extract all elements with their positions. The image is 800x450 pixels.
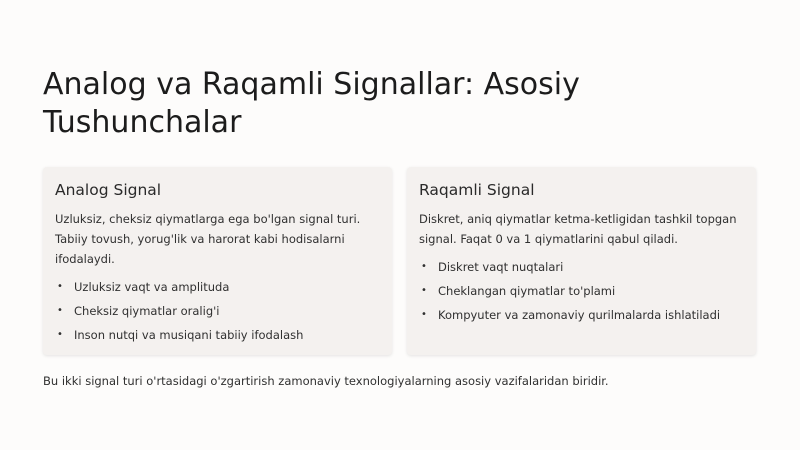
slide-title: Analog va Raqamli Signallar: Asosiy Tushunchalar	[43, 67, 580, 140]
bullet-list	[419, 255, 744, 327]
bullet-icon: •	[421, 285, 427, 296]
list-item	[55, 275, 380, 299]
bullet-icon: •	[57, 329, 63, 340]
card-heading: Raqamli Signal	[419, 181, 535, 199]
cards-container	[43, 167, 756, 355]
list-item-text: Inson nutqi va musiqani tabiiy ifodalash	[74, 328, 304, 342]
list-item	[419, 303, 744, 327]
list-item	[55, 323, 380, 347]
bullet-icon: •	[421, 309, 427, 320]
list-item	[55, 299, 380, 323]
analog-signal-card	[43, 167, 392, 355]
card-heading: Analog Signal	[55, 181, 162, 199]
list-item-text: Cheksiz qiymatlar oralig'i	[74, 304, 220, 318]
list-item-text: Cheklangan qiymatlar to'plami	[438, 284, 616, 298]
bullet-icon: •	[57, 281, 63, 292]
bullet-icon: •	[57, 305, 63, 316]
bullet-icon: •	[421, 261, 427, 272]
list-item	[419, 279, 744, 303]
card-description: Uzluksiz, cheksiz qiymatlarga ega bo'lgan signal turi. Tabiiy tovush, yorug'lik va harorat kabi hodisalarni ifodalaydi.	[55, 212, 361, 266]
bullet-list	[55, 275, 380, 347]
list-item-text: Kompyuter va zamonaviy qurilmalarda ishlatiladi	[438, 308, 721, 322]
list-item	[419, 255, 744, 279]
card-description: Diskret, aniq qiymatlar ketma-ketligidan tashkil topgan signal. Faqat 0 va 1 qiymatlarini qabul qiladi.	[419, 212, 737, 246]
list-item-text: Uzluksiz vaqt va amplituda	[74, 280, 230, 294]
digital-signal-card	[407, 167, 756, 355]
footer-text: Bu ikki signal turi o'rtasidagi o'zgartirish zamonaviy texnologiyalarning asosiy vazifalaridan biridir.	[43, 374, 609, 388]
list-item-text: Diskret vaqt nuqtalari	[438, 260, 564, 274]
